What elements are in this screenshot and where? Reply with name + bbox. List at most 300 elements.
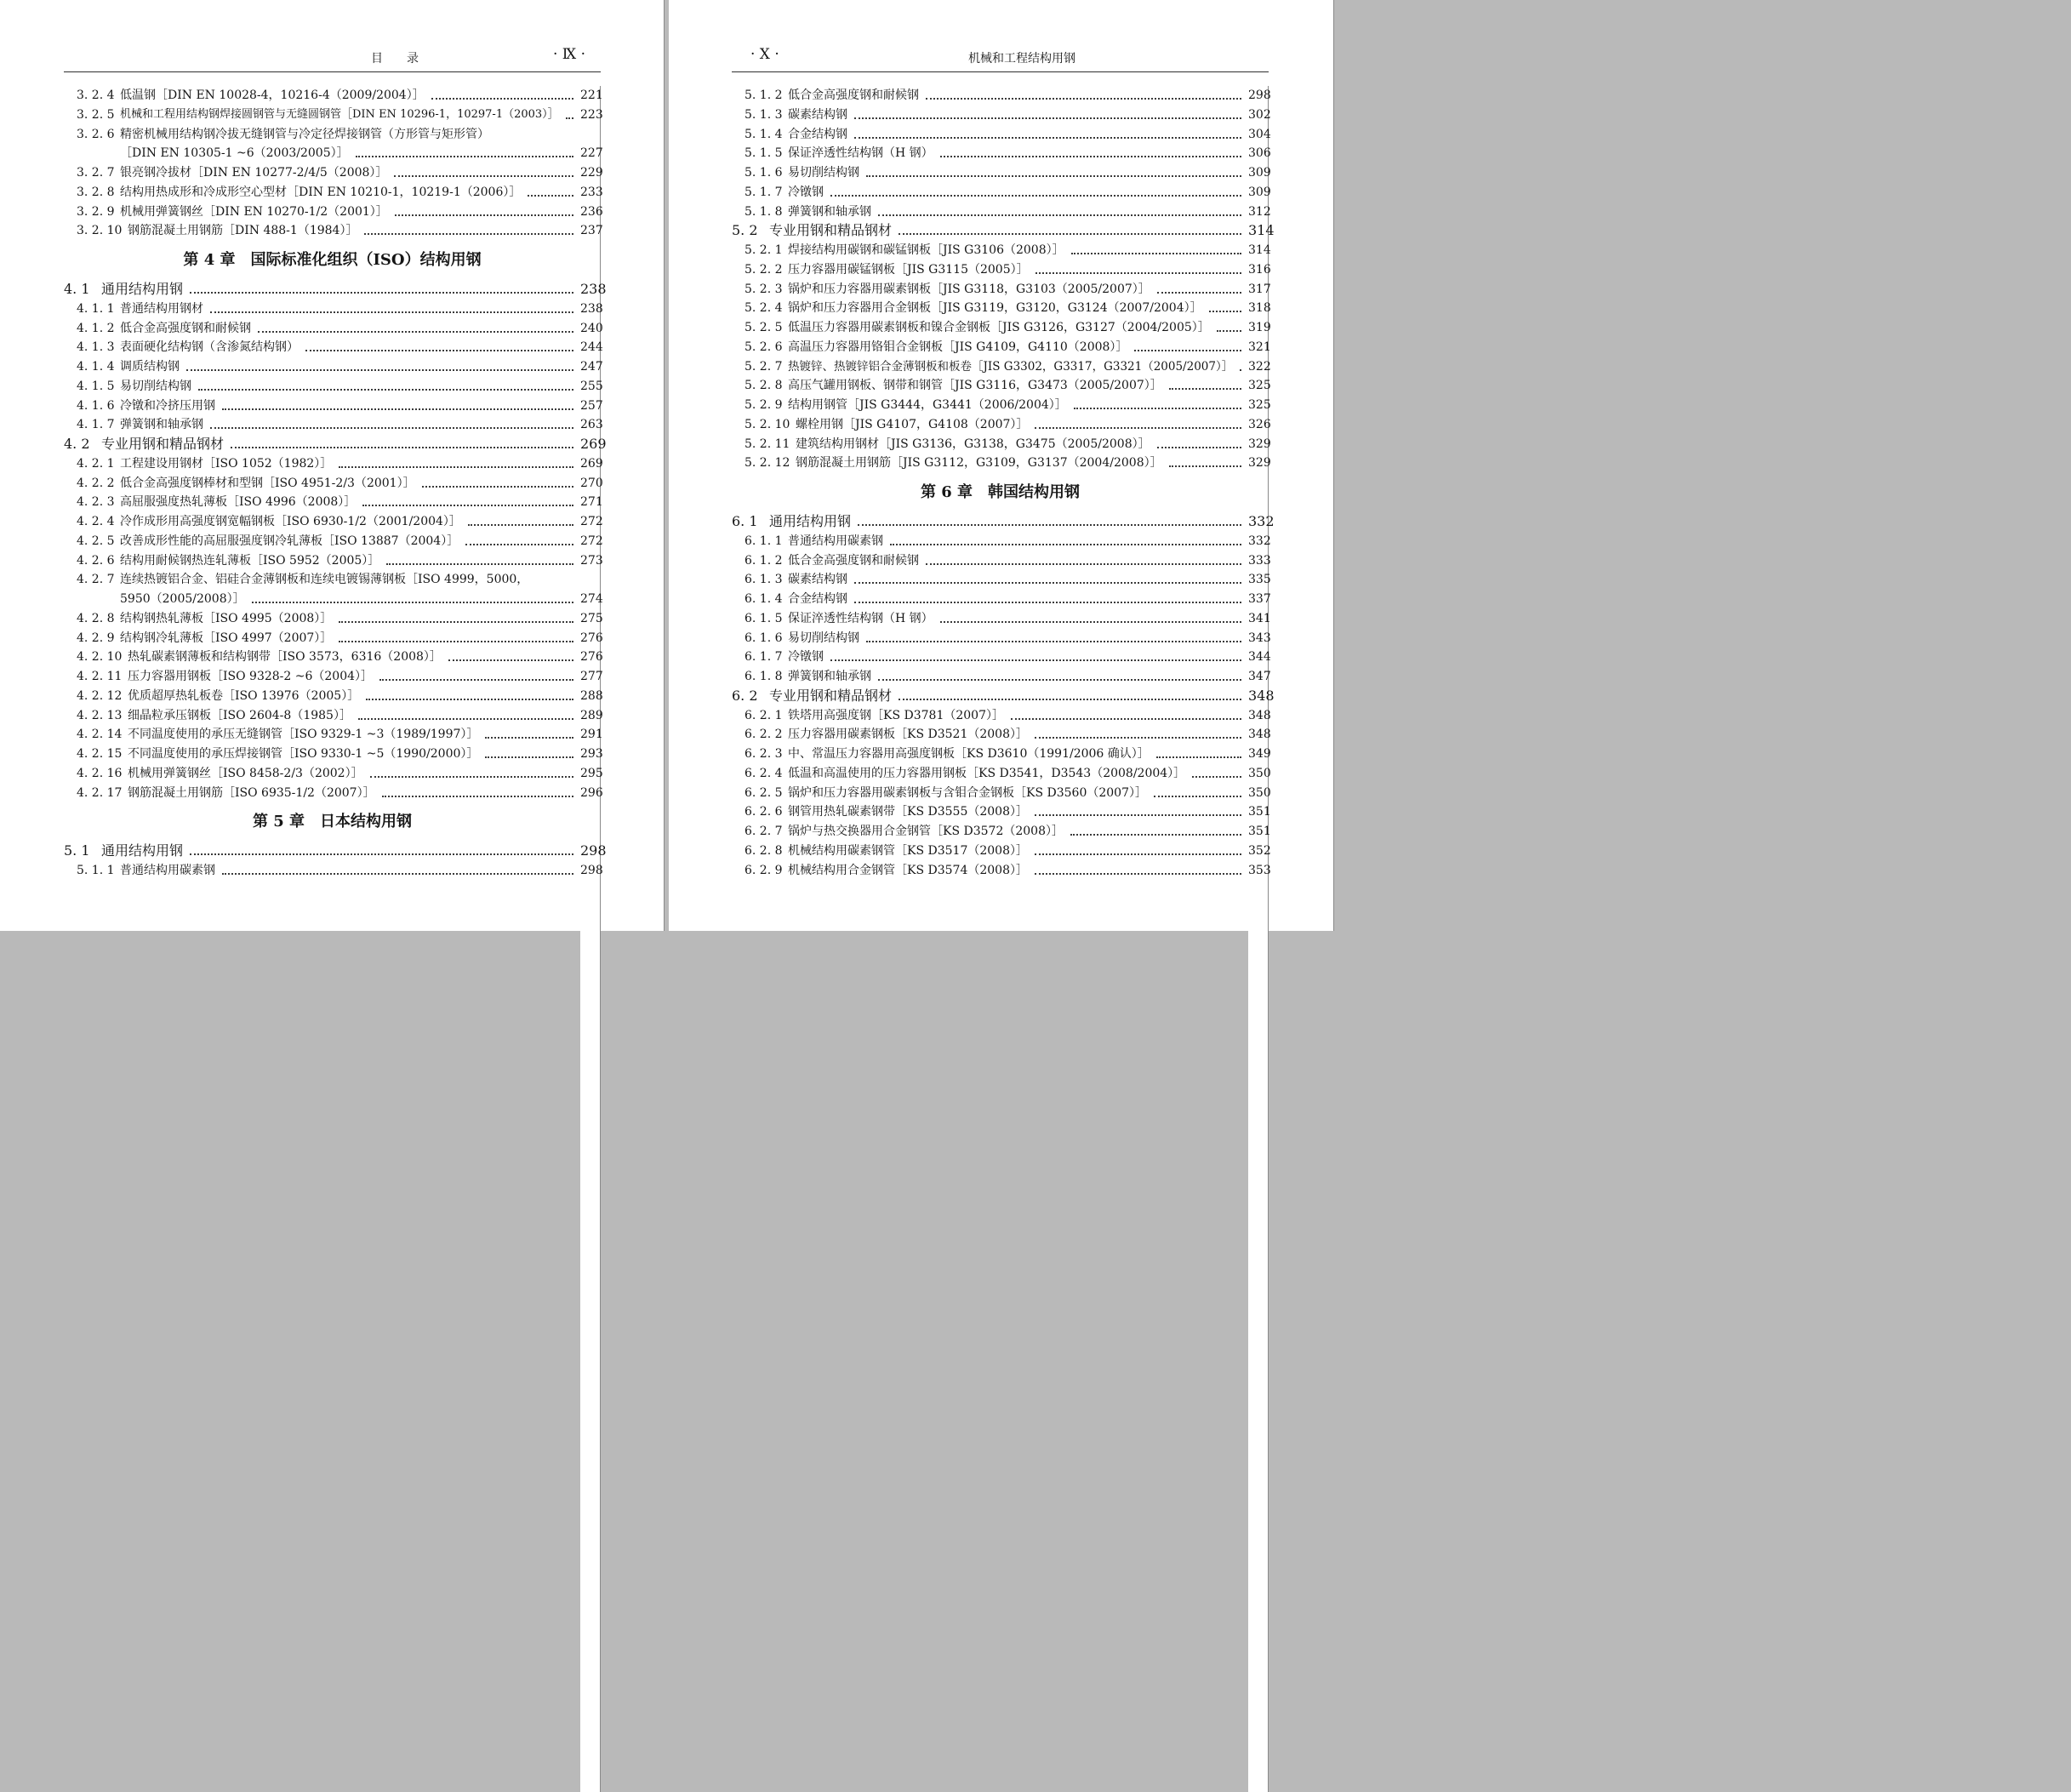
toc-entry [732, 551, 1269, 571]
entry-title: 连续热镀铝合金、铝硅合金薄钢板和连续电镀锡薄钢板［ISO 4999，5000， [120, 573, 529, 587]
toc-entry [64, 357, 601, 377]
entry-title: 优质超厚热轧板卷［ISO 13976（2005）］ [128, 688, 360, 703]
entry-title: 机械和工程用结构钢焊接圆钢管与无缝圆钢管［DIN EN 10296-1，10297-1（2003）］ [120, 107, 559, 121]
toc-entries [732, 86, 1275, 880]
entry-title: 低温和高温使用的压力容器用钢板［KS D3541，D3543（2008/2004）］ [788, 766, 1186, 780]
entry-title: 低合金高强度钢和耐候钢 [788, 553, 919, 568]
toc-entry [732, 163, 1269, 183]
header-page-number: · Ⅹ · [750, 46, 779, 63]
entry-number: 4. 2. 2 [77, 476, 115, 490]
entry-title: 专业用钢和精品钢材 [769, 687, 893, 704]
entry-number: 3. 2. 9 [77, 204, 115, 219]
entry-title: 表面硬化结构钢（含渗氮结构钢） [120, 340, 299, 355]
dot-leader [485, 737, 573, 739]
entry-title: 锅炉与热交换器用合金钢管［KS D3572（2008）］ [788, 825, 1064, 838]
dot-leader [878, 214, 1241, 216]
entry-page: 223 [580, 106, 601, 1036]
entry-title: 低合金高强度钢棒材和型钢［ISO 4951-2/3（2001）］ [120, 476, 415, 490]
chapter-heading [64, 241, 601, 280]
entry-page: 276 [580, 629, 601, 1560]
entry-title: 钢管用热轧碳素钢带［KS D3555（2008）］ [788, 805, 1028, 819]
dot-leader [1035, 853, 1241, 855]
entry-page: 341 [1248, 609, 1269, 1540]
dot-leader [1011, 718, 1241, 720]
dot-leader [1134, 350, 1241, 351]
dot-leader [362, 505, 573, 506]
entry-number: 5. 1. 2 [745, 88, 783, 102]
entry-page: 269 [580, 454, 601, 1385]
entry-title: 建筑结构用钢材［JIS G3136，G3138，G3475（2005/2008）］ [796, 437, 1150, 451]
entry-title: 易切削结构钢 [788, 166, 859, 180]
entry-number: 6. 1. 7 [745, 650, 783, 665]
dot-leader [1035, 873, 1241, 875]
toc-entry [732, 590, 1269, 609]
entry-number: 3. 2. 10 [77, 224, 123, 238]
toc-entries [64, 86, 607, 881]
entry-number: 6. 2. 9 [745, 863, 783, 877]
toc-entry-continuation [64, 144, 601, 163]
dot-leader [431, 98, 573, 100]
entry-number: 5. 2. 11 [745, 437, 790, 451]
entry-page: 325 [1248, 376, 1269, 1307]
entry-number: 6. 2. 3 [745, 747, 783, 761]
toc-entry [732, 784, 1269, 803]
entry-number: 4. 2. 16 [77, 766, 123, 780]
entry-number: 5. 2. 12 [745, 456, 790, 471]
toc-entry [64, 125, 601, 145]
entry-page: 348 [1248, 725, 1269, 1656]
toc-entry [64, 687, 601, 706]
entry-page: 316 [1248, 260, 1269, 1191]
toc-entry [732, 299, 1269, 318]
entry-title: 机械结构用碳素钢管［KS D3517（2008）］ [788, 843, 1028, 858]
entry-title: 结构用钢管［JIS G3444，G3441（2006/2004）］ [788, 398, 1067, 412]
entry-page: 247 [580, 357, 601, 1288]
entry-title: 碳素结构钢 [788, 573, 847, 587]
dot-leader [940, 156, 1241, 157]
toc-entry [732, 570, 1269, 590]
entry-page: 353 [1248, 861, 1269, 1792]
toc-entry [64, 203, 601, 222]
dot-leader [198, 389, 573, 391]
entry-title: 压力容器用碳素钢板［KS D3521（2008）］ [788, 728, 1028, 742]
entry-title: 低温压力容器用碳素钢板和镍合金钢板［JIS G3126，G3127（2004/2005）］ [788, 321, 1210, 334]
entry-number: 5. 2. 9 [745, 398, 783, 412]
entry-title: 焊接结构用碳钢和碳锰钢板［JIS G3106（2008）］ [788, 243, 1064, 257]
entry-page: 276 [580, 648, 601, 1578]
chapter-title: 第 4 章 国际标准化组织（ISO）结构用钢 [183, 251, 482, 269]
dot-leader [468, 524, 573, 526]
entry-page: 238 [580, 280, 601, 1211]
entry-title: 弹簧钢和轴承钢 [120, 418, 203, 432]
entry-title: 钢筋混凝土用钢筋［ISO 6935-1/2（2007）］ [128, 785, 375, 800]
entry-number: 4. 2. 1 [77, 456, 115, 471]
header-page-number: · Ⅸ · [552, 46, 585, 63]
entry-number: 3. 2. 5 [77, 107, 115, 122]
entry-title: 弹簧钢和轴承钢 [788, 204, 871, 219]
toc-entry [732, 106, 1269, 125]
toc-entry [64, 512, 601, 532]
right-page [669, 0, 1334, 931]
entry-number: 4. 1 [64, 281, 90, 297]
dot-leader [258, 331, 573, 333]
entry-page: 306 [1248, 144, 1269, 1075]
entry-title-continuation: ［DIN EN 10305-1 ~6（2003/2005）］ [120, 146, 349, 161]
entry-title: 热轧碳素钢薄板和结构钢带［ISO 3573，6316（2008）］ [128, 650, 442, 665]
entry-title: 中、常温压力容器用高强度钢板［KS D3610（1991/2006 确认）］ [788, 747, 1150, 761]
entry-number: 6. 2. 4 [745, 766, 783, 780]
toc-entry [732, 667, 1269, 687]
entry-page: 348 [1248, 687, 1269, 1618]
entry-number: 6. 1. 5 [745, 611, 783, 625]
toc-entry [732, 842, 1269, 861]
chapter-title: 第 6 章 韩国结构用钢 [920, 483, 1081, 501]
entry-page: 229 [580, 163, 601, 1094]
entry-page: 263 [580, 415, 601, 1346]
entry-number: 3. 2. 8 [77, 185, 115, 199]
entry-number: 4. 2. 13 [77, 708, 123, 722]
entry-number: 5. 2. 5 [745, 321, 783, 334]
toc-entry [732, 338, 1269, 357]
entry-number: 5. 1. 4 [745, 127, 783, 141]
entry-title: 易切削结构钢 [788, 631, 859, 645]
entry-page: 332 [1248, 512, 1269, 1443]
entry-title: 螺栓用钢［JIS G4107，G4108（2007）］ [796, 417, 1029, 431]
entry-page: 350 [1248, 764, 1269, 1695]
dot-leader [1036, 272, 1241, 274]
entry-page: 347 [1248, 667, 1269, 1598]
dot-leader [899, 233, 1241, 235]
dot-leader [866, 641, 1241, 642]
entry-page: 274 [580, 590, 601, 1521]
dot-leader [1157, 447, 1241, 448]
entry-title: 改善成形性能的高屈服强度钢冷轧薄板［ISO 13887（2004）］ [120, 534, 459, 548]
toc-entry [64, 221, 601, 241]
entry-title: 细晶粒承压钢板［ISO 2604-8（1985）］ [128, 708, 351, 722]
toc-entry [64, 106, 601, 125]
toc-entry [732, 435, 1269, 454]
dot-leader [210, 427, 573, 429]
toc-entry [732, 415, 1269, 435]
toc-entry [64, 454, 601, 474]
entry-page: 288 [580, 687, 601, 1618]
entry-page: 221 [580, 86, 601, 1017]
toc-entry [64, 570, 601, 590]
chapter-heading [64, 802, 601, 842]
entry-page: 335 [1248, 570, 1269, 1501]
entry-title: 保证淬透性结构钢（H 钢） [788, 146, 933, 161]
dot-leader [382, 796, 573, 797]
entry-number: 5. 1. 8 [745, 204, 783, 219]
entry-page: 298 [1248, 86, 1269, 1017]
dot-leader [356, 156, 573, 157]
entry-title: 高压气罐用钢板、钢带和钢管［JIS G3116，G3473（2005/2007）］ [788, 379, 1162, 393]
toc-entry [64, 551, 601, 571]
entry-page: 272 [580, 532, 601, 1463]
toc-entry [732, 203, 1269, 222]
dot-leader [926, 563, 1241, 565]
entry-title: 工程建设用钢材［ISO 1052（1982）］ [120, 456, 333, 471]
dot-leader [854, 602, 1241, 603]
entry-page: 289 [580, 706, 601, 1637]
toc-entry [64, 532, 601, 551]
entry-number: 5. 2. 1 [745, 243, 783, 257]
entry-number: 4. 2 [64, 436, 90, 452]
dot-leader [190, 292, 573, 294]
dot-leader [858, 524, 1241, 526]
toc-entry [64, 667, 601, 687]
entry-title: 钢筋混凝土用钢筋［DIN 488-1（1984）］ [128, 224, 358, 238]
entry-page: 238 [580, 300, 601, 1230]
toc-entry [64, 861, 601, 881]
entry-page: 318 [1248, 299, 1269, 1230]
entry-title: 机械结构用合金钢管［KS D3574（2008）］ [788, 863, 1028, 877]
toc-entry [732, 802, 1269, 822]
entry-number: 4. 2. 7 [77, 573, 115, 587]
entry-number: 6. 1. 8 [745, 670, 783, 683]
entry-title: 冷作成形用高强度钢宽幅钢板［ISO 6930-1/2（2001/2004）］ [120, 515, 461, 528]
dot-leader [448, 659, 573, 661]
dot-leader [358, 718, 573, 720]
toc-entry [732, 609, 1269, 629]
toc-entry [732, 376, 1269, 396]
entry-number: 4. 1. 5 [77, 379, 115, 393]
entry-title: 易切削结构钢 [120, 379, 191, 393]
entry-page: 314 [1248, 241, 1269, 1172]
dot-leader [1035, 814, 1241, 816]
section-entry [732, 512, 1275, 532]
entry-page: 333 [1248, 551, 1269, 1482]
entry-title: 结构钢热轧薄板［ISO 4995（2008）］ [120, 611, 333, 625]
page-header [732, 46, 1269, 72]
entry-number: 6. 1 [732, 513, 758, 529]
dot-leader [252, 602, 573, 603]
toc-entry [732, 241, 1269, 260]
dot-leader [1157, 292, 1241, 294]
dot-leader [1070, 834, 1241, 836]
entry-number: 3. 2. 4 [77, 88, 115, 102]
entry-page: 337 [1248, 590, 1269, 1521]
entry-number: 6. 2. 6 [745, 805, 783, 819]
entry-title: 精密机械用结构钢冷拔无缝钢管与冷定径焊接钢管（方形管与矩形管） [120, 127, 489, 141]
toc-entry [732, 725, 1269, 745]
entry-title: 合金结构钢 [788, 127, 847, 141]
dot-leader [395, 214, 573, 216]
dot-leader [1240, 369, 1241, 371]
entry-page: 233 [580, 183, 601, 1114]
entry-number: 3. 2. 7 [77, 166, 115, 180]
toc-entry [64, 86, 601, 106]
dot-leader [866, 175, 1241, 177]
entry-page: 325 [1248, 396, 1269, 1327]
toc-entry [732, 706, 1269, 726]
entry-page: 271 [580, 493, 601, 1424]
entry-number: 5. 1. 1 [77, 864, 115, 877]
entry-title: 冷镦钢 [788, 650, 824, 665]
dot-leader [465, 544, 573, 545]
entry-page: 304 [1248, 125, 1269, 1056]
entry-number: 4. 2. 11 [77, 670, 123, 683]
entry-number: 6. 2. 7 [745, 825, 783, 838]
entry-page: 277 [580, 667, 601, 1598]
entry-title: 通用结构用钢 [101, 842, 184, 859]
entry-page: 255 [580, 377, 601, 1308]
entry-number: 4. 1. 4 [77, 360, 115, 374]
toc-entry [64, 609, 601, 629]
entry-page: 329 [1248, 454, 1269, 1384]
dot-leader [1209, 311, 1241, 312]
entry-page: 343 [1248, 629, 1269, 1560]
dot-leader [339, 466, 573, 468]
entry-title: 普通结构用碳素钢 [120, 864, 215, 877]
entry-title: 高屈服强度热轧薄板［ISO 4996（2008）］ [120, 495, 357, 510]
entry-number: 3. 2. 6 [77, 127, 115, 141]
entry-number: 4. 1. 6 [77, 398, 115, 413]
entry-number: 5. 2. 2 [745, 262, 783, 277]
entry-number: 4. 2. 3 [77, 495, 115, 510]
dot-leader [386, 563, 573, 565]
dot-leader [1156, 756, 1241, 758]
entry-number: 6. 1. 3 [745, 573, 783, 587]
entry-number: 5. 2. 4 [745, 301, 783, 316]
entry-title: 碳素结构钢 [788, 107, 847, 122]
dot-leader [394, 175, 573, 177]
entry-title: 通用结构用钢 [769, 513, 852, 529]
entry-number: 5. 2 [732, 222, 758, 239]
dot-leader [231, 447, 573, 448]
dot-leader [422, 486, 573, 488]
entry-page: 302 [1248, 106, 1269, 1036]
entry-title: 不同温度使用的承压无缝钢管［ISO 9329-1 ~3（1989/1997）］ [128, 728, 479, 742]
entry-title: 锅炉和压力容器用碳素钢板［JIS G3118，G3103（2005/2007）］ [788, 282, 1150, 296]
toc-entry [64, 474, 601, 494]
dot-leader [1071, 253, 1241, 254]
dot-leader [1154, 796, 1241, 797]
entry-title: 调质结构钢 [120, 360, 180, 374]
dot-leader [1192, 776, 1241, 778]
entry-page: 275 [580, 609, 601, 1540]
entry-title: 弹簧钢和轴承钢 [788, 670, 871, 683]
dot-leader [1169, 388, 1241, 390]
toc-entry [64, 338, 601, 357]
dot-leader [878, 679, 1241, 681]
toc-entry [732, 629, 1269, 648]
entry-page: 227 [580, 144, 601, 1075]
entry-page: 344 [1248, 648, 1269, 1578]
entry-number: 5. 1. 3 [745, 107, 783, 122]
entry-number: 4. 2. 10 [77, 650, 123, 665]
toc-entry [64, 784, 601, 803]
header-title: 目 录 [371, 52, 419, 66]
toc-entry [64, 629, 601, 648]
entry-title: 高温压力容器用铬钼合金钢板［JIS G4109，G4110（2008）］ [788, 340, 1128, 354]
entry-title: 压力容器用钢板［ISO 9328-2 ~6（2004）］ [128, 670, 374, 683]
toc-entry [732, 764, 1269, 784]
toc-entry-continuation [64, 590, 601, 609]
entry-title: 结构用耐候钢热连轧薄板［ISO 5952（2005）］ [120, 553, 380, 568]
entry-title: 低合金高强度钢和耐候钢 [120, 321, 251, 335]
entry-number: 4. 2. 9 [77, 631, 115, 645]
entry-page: 291 [580, 725, 601, 1656]
entry-number: 5. 2. 6 [745, 340, 783, 354]
entry-page: 273 [580, 551, 601, 1482]
entry-title: 通用结构用钢 [101, 281, 184, 297]
entry-number: 4. 2. 5 [77, 534, 115, 548]
entry-page: 244 [580, 338, 601, 1269]
toc-entry [64, 493, 601, 512]
dot-leader [370, 776, 573, 778]
toc-entry [732, 745, 1269, 764]
entry-number: 5. 2. 7 [745, 359, 783, 374]
dot-leader [940, 621, 1241, 623]
toc-entry [64, 319, 601, 339]
dot-leader [1074, 408, 1241, 409]
entry-title: 锅炉和压力容器用碳素钢板与含钼合金钢板［KS D3560（2007）］ [788, 785, 1147, 800]
toc-entry [64, 764, 601, 784]
left-page [0, 0, 665, 931]
entry-page: 329 [1248, 435, 1269, 1366]
entry-number: 6. 2. 5 [745, 785, 783, 800]
entry-title: 低温钢［DIN EN 10028-4，10216-4（2009/2004）］ [120, 88, 425, 102]
entry-number: 6. 2. 2 [745, 728, 783, 742]
dot-leader [890, 544, 1241, 545]
entry-title: 保证淬透性结构钢（H 钢） [788, 611, 933, 625]
entry-title: 专业用钢和精品钢材 [769, 222, 893, 239]
dot-leader [1169, 465, 1241, 467]
entry-title-continuation: 5950（2005/2008）］ [120, 592, 245, 606]
section-entry [64, 435, 607, 454]
entry-page: 269 [580, 435, 601, 1366]
toc-entry [732, 183, 1269, 203]
toc-entry [64, 183, 601, 203]
toc-entry [732, 280, 1269, 300]
entry-page: 293 [580, 745, 601, 1675]
section-entry [64, 842, 607, 861]
entry-number: 6. 1. 1 [745, 534, 783, 548]
toc-entry [64, 745, 601, 764]
header-title: 机械和工程结构用钢 [968, 52, 1075, 66]
entry-title: 低合金高强度钢和耐候钢 [788, 88, 919, 102]
dot-leader [339, 621, 573, 623]
dot-leader [854, 582, 1241, 584]
entry-page: 272 [580, 512, 601, 1443]
section-entry [732, 687, 1275, 706]
dot-leader [222, 873, 573, 875]
toc-entry [64, 648, 601, 667]
toc-entry [64, 377, 601, 397]
chapter-heading [732, 473, 1269, 512]
entry-page: 349 [1248, 745, 1269, 1675]
entry-number: 5. 1. 5 [745, 146, 783, 161]
toc-entry [64, 163, 601, 183]
toc-entry [732, 86, 1269, 106]
entry-title: 机械用弹簧钢丝［ISO 8458-2/3（2002）］ [128, 766, 363, 780]
toc-entry [732, 396, 1269, 415]
entry-page: 319 [1248, 318, 1269, 1249]
dot-leader [339, 641, 573, 642]
entry-title: 专业用钢和精品钢材 [101, 436, 225, 452]
toc-entry [732, 144, 1269, 163]
entry-title: 结构钢冷轧薄板［ISO 4997（2007）］ [120, 631, 333, 645]
entry-number: 5. 2. 3 [745, 282, 783, 296]
entry-number: 4. 2. 17 [77, 785, 123, 800]
entry-number: 4. 2. 4 [77, 515, 115, 528]
entry-title: 冷镦和冷挤压用钢 [120, 398, 215, 413]
dot-leader [190, 853, 573, 855]
dot-leader [366, 699, 573, 700]
toc-entry [732, 357, 1269, 377]
entry-page: 298 [580, 861, 601, 1792]
